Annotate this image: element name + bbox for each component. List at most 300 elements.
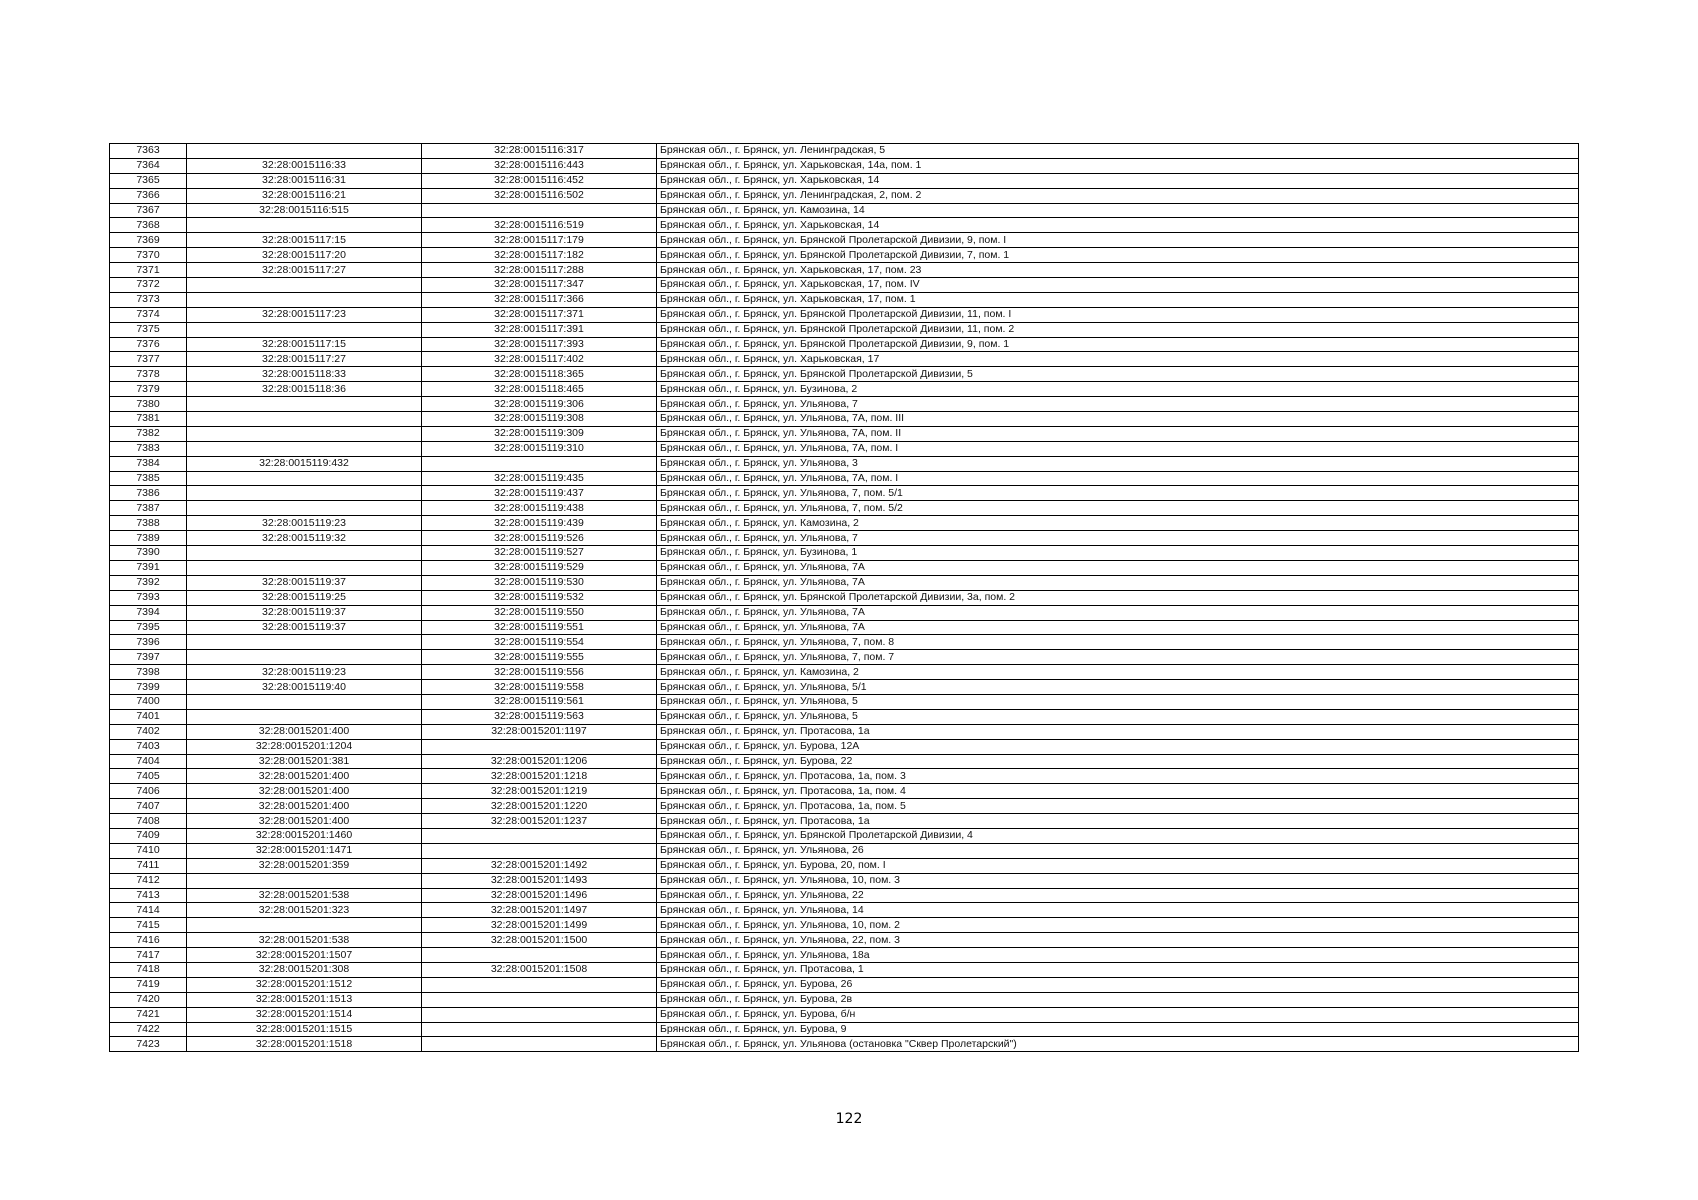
land-plot-cadastral-number-cell: 32:28:0015201:538 [187, 933, 422, 948]
row-number-cell: 7404 [110, 754, 187, 769]
address-cell: Брянская обл., г. Брянск, ул. Бурова, 20, пом. I [657, 858, 1579, 873]
row-number-cell: 7402 [110, 724, 187, 739]
land-plot-cadastral-number-cell: 32:28:0015201:1460 [187, 828, 422, 843]
address-cell: Брянская обл., г. Брянск, ул. Ульянова, 3 [657, 456, 1579, 471]
row-number-cell: 7364 [110, 158, 187, 173]
land-plot-cadastral-number-cell [187, 441, 422, 456]
address-cell: Брянская обл., г. Брянск, ул. Бурова, 26 [657, 977, 1579, 992]
object-cadastral-number-cell [422, 828, 657, 843]
object-cadastral-number-cell: 32:28:0015201:1206 [422, 754, 657, 769]
table-row [110, 918, 1579, 933]
table-body [110, 144, 1579, 1052]
land-plot-cadastral-number-cell: 32:28:0015116:515 [187, 203, 422, 218]
object-cadastral-number-cell: 32:28:0015117:179 [422, 233, 657, 248]
row-number-cell: 7411 [110, 858, 187, 873]
address-cell: Брянская обл., г. Брянск, ул. Ульянова, 7, пом. 7 [657, 650, 1579, 665]
land-plot-cadastral-number-cell [187, 501, 422, 516]
object-cadastral-number-cell: 32:28:0015117:371 [422, 307, 657, 322]
object-cadastral-number-cell: 32:28:0015117:393 [422, 337, 657, 352]
table-row [110, 858, 1579, 873]
table-row [110, 546, 1579, 561]
row-number-cell: 7369 [110, 233, 187, 248]
row-number-cell: 7391 [110, 560, 187, 575]
object-cadastral-number-cell: 32:28:0015119:437 [422, 486, 657, 501]
row-number-cell: 7372 [110, 278, 187, 293]
table-row [110, 412, 1579, 427]
land-plot-cadastral-number-cell [187, 709, 422, 724]
land-plot-cadastral-number-cell [187, 426, 422, 441]
land-plot-cadastral-number-cell [187, 918, 422, 933]
land-plot-cadastral-number-cell: 32:28:0015117:20 [187, 248, 422, 263]
table-row [110, 233, 1579, 248]
row-number-cell: 7379 [110, 382, 187, 397]
land-plot-cadastral-number-cell: 32:28:0015201:1507 [187, 948, 422, 963]
table-row [110, 769, 1579, 784]
object-cadastral-number-cell: 32:28:0015119:529 [422, 560, 657, 575]
land-plot-cadastral-number-cell: 32:28:0015201:1513 [187, 992, 422, 1007]
address-cell: Брянская обл., г. Брянск, ул. Бурова, 22 [657, 754, 1579, 769]
address-cell: Брянская обл., г. Брянск, ул. Бурова, б/н [657, 1007, 1579, 1022]
address-cell: Брянская обл., г. Брянск, ул. Брянской Пролетарской Дивизии, 3а, пом. 2 [657, 590, 1579, 605]
address-cell: Брянская обл., г. Брянск, ул. Ульянова, 22 [657, 888, 1579, 903]
land-plot-cadastral-number-cell [187, 471, 422, 486]
row-number-cell: 7380 [110, 397, 187, 412]
row-number-cell: 7398 [110, 665, 187, 680]
row-number-cell: 7373 [110, 292, 187, 307]
object-cadastral-number-cell: 32:28:0015116:452 [422, 173, 657, 188]
table-row [110, 1037, 1579, 1052]
object-cadastral-number-cell: 32:28:0015117:182 [422, 248, 657, 263]
land-plot-cadastral-number-cell: 32:28:0015119:23 [187, 516, 422, 531]
land-plot-cadastral-number-cell: 32:28:0015201:1471 [187, 843, 422, 858]
address-cell: Брянская обл., г. Брянск, ул. Ульянова, 7А, пом. III [657, 412, 1579, 427]
table-row [110, 456, 1579, 471]
land-plot-cadastral-number-cell: 32:28:0015201:400 [187, 784, 422, 799]
table-row [110, 367, 1579, 382]
table-row [110, 441, 1579, 456]
row-number-cell: 7378 [110, 367, 187, 382]
address-cell: Брянская обл., г. Брянск, ул. Ульянова, 14 [657, 903, 1579, 918]
row-number-cell: 7375 [110, 322, 187, 337]
object-cadastral-number-cell: 32:28:0015117:347 [422, 278, 657, 293]
table-row [110, 188, 1579, 203]
table-row [110, 337, 1579, 352]
object-cadastral-number-cell: 32:28:0015201:1500 [422, 933, 657, 948]
land-plot-cadastral-number-cell: 32:28:0015119:37 [187, 620, 422, 635]
table-row [110, 203, 1579, 218]
row-number-cell: 7400 [110, 694, 187, 709]
land-plot-cadastral-number-cell: 32:28:0015201:1518 [187, 1037, 422, 1052]
row-number-cell: 7376 [110, 337, 187, 352]
row-number-cell: 7414 [110, 903, 187, 918]
land-plot-cadastral-number-cell: 32:28:0015117:27 [187, 352, 422, 367]
address-cell: Брянская обл., г. Брянск, ул. Брянской Пролетарской Дивизии, 5 [657, 367, 1579, 382]
row-number-cell: 7403 [110, 739, 187, 754]
address-cell: Брянская обл., г. Брянск, ул. Брянской Пролетарской Дивизии, 4 [657, 828, 1579, 843]
address-cell: Брянская обл., г. Брянск, ул. Ленинградская, 2, пом. 2 [657, 188, 1579, 203]
object-cadastral-number-cell [422, 739, 657, 754]
land-plot-cadastral-number-cell [187, 412, 422, 427]
table-row [110, 903, 1579, 918]
object-cadastral-number-cell: 32:28:0015119:532 [422, 590, 657, 605]
row-number-cell: 7405 [110, 769, 187, 784]
object-cadastral-number-cell: 32:28:0015116:519 [422, 218, 657, 233]
object-cadastral-number-cell: 32:28:0015201:1197 [422, 724, 657, 739]
address-cell: Брянская обл., г. Брянск, ул. Ульянова (остановка "Сквер Пролетарский") [657, 1037, 1579, 1052]
address-cell: Брянская обл., г. Брянск, ул. Ульянова, 7, пом. 5/2 [657, 501, 1579, 516]
object-cadastral-number-cell: 32:28:0015201:1220 [422, 799, 657, 814]
object-cadastral-number-cell: 32:28:0015118:365 [422, 367, 657, 382]
object-cadastral-number-cell: 32:28:0015119:309 [422, 426, 657, 441]
land-plot-cadastral-number-cell: 32:28:0015119:23 [187, 665, 422, 680]
address-cell: Брянская обл., г. Брянск, ул. Бузинова, 1 [657, 546, 1579, 561]
address-cell: Брянская обл., г. Брянск, ул. Брянской Пролетарской Дивизии, 11, пом. 2 [657, 322, 1579, 337]
address-cell: Брянская обл., г. Брянск, ул. Харьковская, 17, пом. IV [657, 278, 1579, 293]
table-row [110, 724, 1579, 739]
address-cell: Брянская обл., г. Брянск, ул. Ульянова, 5/1 [657, 680, 1579, 695]
address-cell: Брянская обл., г. Брянск, ул. Харьковская, 14 [657, 218, 1579, 233]
object-cadastral-number-cell [422, 203, 657, 218]
object-cadastral-number-cell: 32:28:0015119:555 [422, 650, 657, 665]
address-cell: Брянская обл., г. Брянск, ул. Ульянова, 7А [657, 620, 1579, 635]
land-plot-cadastral-number-cell: 32:28:0015119:25 [187, 590, 422, 605]
object-cadastral-number-cell: 32:28:0015119:527 [422, 546, 657, 561]
address-cell: Брянская обл., г. Брянск, ул. Ульянова, 5 [657, 709, 1579, 724]
land-plot-cadastral-number-cell: 32:28:0015201:1515 [187, 1022, 422, 1037]
table-row [110, 144, 1579, 159]
land-plot-cadastral-number-cell: 32:28:0015118:33 [187, 367, 422, 382]
land-plot-cadastral-number-cell [187, 218, 422, 233]
address-cell: Брянская обл., г. Брянск, ул. Харьковская, 14а, пом. 1 [657, 158, 1579, 173]
table-row [110, 754, 1579, 769]
table-row [110, 471, 1579, 486]
table-row [110, 1022, 1579, 1037]
object-cadastral-number-cell: 32:28:0015119:550 [422, 605, 657, 620]
table-row [110, 248, 1579, 263]
table-row [110, 650, 1579, 665]
table-row [110, 888, 1579, 903]
object-cadastral-number-cell [422, 456, 657, 471]
address-cell: Брянская обл., г. Брянск, ул. Бурова, 12А [657, 739, 1579, 754]
land-plot-cadastral-number-cell [187, 322, 422, 337]
address-cell: Брянская обл., г. Брянск, ул. Ульянова, 7, пом. 5/1 [657, 486, 1579, 501]
land-plot-cadastral-number-cell: 32:28:0015201:359 [187, 858, 422, 873]
table-row [110, 531, 1579, 546]
row-number-cell: 7384 [110, 456, 187, 471]
table-row [110, 680, 1579, 695]
address-cell: Брянская обл., г. Брянск, ул. Ульянова, 7А, пом. II [657, 426, 1579, 441]
object-cadastral-number-cell: 32:28:0015117:391 [422, 322, 657, 337]
object-cadastral-number-cell: 32:28:0015119:306 [422, 397, 657, 412]
land-plot-cadastral-number-cell: 32:28:0015201:1514 [187, 1007, 422, 1022]
row-number-cell: 7420 [110, 992, 187, 1007]
row-number-cell: 7406 [110, 784, 187, 799]
row-number-cell: 7370 [110, 248, 187, 263]
land-plot-cadastral-number-cell: 32:28:0015201:1512 [187, 977, 422, 992]
row-number-cell: 7383 [110, 441, 187, 456]
table-row [110, 307, 1579, 322]
land-plot-cadastral-number-cell [187, 292, 422, 307]
table-row [110, 263, 1579, 278]
row-number-cell: 7409 [110, 828, 187, 843]
land-plot-cadastral-number-cell: 32:28:0015201:400 [187, 814, 422, 829]
object-cadastral-number-cell: 32:28:0015119:435 [422, 471, 657, 486]
object-cadastral-number-cell: 32:28:0015201:1218 [422, 769, 657, 784]
address-cell: Брянская обл., г. Брянск, ул. Ульянова, 22, пом. 3 [657, 933, 1579, 948]
land-plot-cadastral-number-cell: 32:28:0015116:33 [187, 158, 422, 173]
object-cadastral-number-cell: 32:28:0015119:554 [422, 635, 657, 650]
object-cadastral-number-cell: 32:28:0015201:1499 [422, 918, 657, 933]
table-row [110, 605, 1579, 620]
row-number-cell: 7401 [110, 709, 187, 724]
address-cell: Брянская обл., г. Брянск, ул. Харьковская, 14 [657, 173, 1579, 188]
row-number-cell: 7393 [110, 590, 187, 605]
land-plot-cadastral-number-cell: 32:28:0015119:32 [187, 531, 422, 546]
object-cadastral-number-cell: 32:28:0015119:439 [422, 516, 657, 531]
row-number-cell: 7382 [110, 426, 187, 441]
table-row [110, 486, 1579, 501]
table-row [110, 962, 1579, 977]
address-cell: Брянская обл., г. Брянск, ул. Ульянова, 7А, пом. I [657, 441, 1579, 456]
address-cell: Брянская обл., г. Брянск, ул. Протасова, 1а [657, 814, 1579, 829]
address-cell: Брянская обл., г. Брянск, ул. Ульянова, 7, пом. 8 [657, 635, 1579, 650]
address-cell: Брянская обл., г. Брянск, ул. Камозина, 2 [657, 665, 1579, 680]
row-number-cell: 7394 [110, 605, 187, 620]
table-row [110, 828, 1579, 843]
address-cell: Брянская обл., г. Брянск, ул. Протасова, 1а, пом. 5 [657, 799, 1579, 814]
row-number-cell: 7392 [110, 575, 187, 590]
address-cell: Брянская обл., г. Брянск, ул. Ульянова, 7А [657, 605, 1579, 620]
object-cadastral-number-cell [422, 1037, 657, 1052]
row-number-cell: 7387 [110, 501, 187, 516]
land-plot-cadastral-number-cell [187, 486, 422, 501]
table-row [110, 620, 1579, 635]
land-plot-cadastral-number-cell: 32:28:0015119:40 [187, 680, 422, 695]
row-number-cell: 7423 [110, 1037, 187, 1052]
address-cell: Брянская обл., г. Брянск, ул. Ульянова, 18а [657, 948, 1579, 963]
address-cell: Брянская обл., г. Брянск, ул. Брянской Пролетарской Дивизии, 7, пом. 1 [657, 248, 1579, 263]
object-cadastral-number-cell [422, 1007, 657, 1022]
table-row [110, 784, 1579, 799]
address-cell: Брянская обл., г. Брянск, ул. Протасова, 1 [657, 962, 1579, 977]
row-number-cell: 7399 [110, 680, 187, 695]
object-cadastral-number-cell: 32:28:0015117:288 [422, 263, 657, 278]
address-cell: Брянская обл., г. Брянск, ул. Бурова, 2в [657, 992, 1579, 1007]
table-row [110, 739, 1579, 754]
table-row [110, 694, 1579, 709]
object-cadastral-number-cell [422, 977, 657, 992]
address-cell: Брянская обл., г. Брянск, ул. Протасова, 1а, пом. 3 [657, 769, 1579, 784]
table-row [110, 575, 1579, 590]
object-cadastral-number-cell: 32:28:0015201:1496 [422, 888, 657, 903]
cadastral-table [109, 143, 1579, 1052]
row-number-cell: 7377 [110, 352, 187, 367]
object-cadastral-number-cell: 32:28:0015119:561 [422, 694, 657, 709]
address-cell: Брянская обл., г. Брянск, ул. Протасова, 1а, пом. 4 [657, 784, 1579, 799]
address-cell: Брянская обл., г. Брянск, ул. Ульянова, 26 [657, 843, 1579, 858]
object-cadastral-number-cell: 32:28:0015201:1492 [422, 858, 657, 873]
address-cell: Брянская обл., г. Брянск, ул. Ульянова, 7А [657, 560, 1579, 575]
land-plot-cadastral-number-cell [187, 873, 422, 888]
land-plot-cadastral-number-cell: 32:28:0015201:538 [187, 888, 422, 903]
address-cell: Брянская обл., г. Брянск, ул. Ульянова, 7 [657, 531, 1579, 546]
row-number-cell: 7415 [110, 918, 187, 933]
row-number-cell: 7367 [110, 203, 187, 218]
table-row [110, 173, 1579, 188]
table-row [110, 218, 1579, 233]
object-cadastral-number-cell: 32:28:0015201:1219 [422, 784, 657, 799]
row-number-cell: 7408 [110, 814, 187, 829]
row-number-cell: 7396 [110, 635, 187, 650]
object-cadastral-number-cell: 32:28:0015119:438 [422, 501, 657, 516]
land-plot-cadastral-number-cell: 32:28:0015117:27 [187, 263, 422, 278]
row-number-cell: 7381 [110, 412, 187, 427]
row-number-cell: 7418 [110, 962, 187, 977]
address-cell: Брянская обл., г. Брянск, ул. Протасова, 1а [657, 724, 1579, 739]
object-cadastral-number-cell [422, 843, 657, 858]
address-cell: Брянская обл., г. Брянск, ул. Харьковская, 17, пом. 23 [657, 263, 1579, 278]
row-number-cell: 7366 [110, 188, 187, 203]
address-cell: Брянская обл., г. Брянск, ул. Харьковская, 17 [657, 352, 1579, 367]
object-cadastral-number-cell: 32:28:0015201:1493 [422, 873, 657, 888]
land-plot-cadastral-number-cell: 32:28:0015118:36 [187, 382, 422, 397]
land-plot-cadastral-number-cell: 32:28:0015117:23 [187, 307, 422, 322]
table-row [110, 843, 1579, 858]
address-cell: Брянская обл., г. Брянск, ул. Ульянова, 7А [657, 575, 1579, 590]
row-number-cell: 7363 [110, 144, 187, 159]
address-cell: Брянская обл., г. Брянск, ул. Ульянова, 5 [657, 694, 1579, 709]
address-cell: Брянская обл., г. Брянск, ул. Брянской Пролетарской Дивизии, 9, пом. I [657, 233, 1579, 248]
row-number-cell: 7410 [110, 843, 187, 858]
land-plot-cadastral-number-cell [187, 650, 422, 665]
land-plot-cadastral-number-cell [187, 694, 422, 709]
row-number-cell: 7397 [110, 650, 187, 665]
object-cadastral-number-cell: 32:28:0015118:465 [422, 382, 657, 397]
table-row [110, 501, 1579, 516]
table-row [110, 799, 1579, 814]
land-plot-cadastral-number-cell: 32:28:0015201:323 [187, 903, 422, 918]
row-number-cell: 7419 [110, 977, 187, 992]
table-row [110, 397, 1579, 412]
page-number: 122 [835, 1111, 863, 1127]
land-plot-cadastral-number-cell: 32:28:0015201:308 [187, 962, 422, 977]
table-row [110, 560, 1579, 575]
address-cell: Брянская обл., г. Брянск, ул. Ульянова, 10, пом. 3 [657, 873, 1579, 888]
land-plot-cadastral-number-cell: 32:28:0015201:400 [187, 769, 422, 784]
object-cadastral-number-cell: 32:28:0015201:1237 [422, 814, 657, 829]
land-plot-cadastral-number-cell: 32:28:0015119:432 [187, 456, 422, 471]
table-row [110, 814, 1579, 829]
address-cell: Брянская обл., г. Брянск, ул. Ульянова, 7 [657, 397, 1579, 412]
address-cell: Брянская обл., г. Брянск, ул. Ульянова, 10, пом. 2 [657, 918, 1579, 933]
address-cell: Брянская обл., г. Брянск, ул. Камозина, 14 [657, 203, 1579, 218]
table-row [110, 516, 1579, 531]
row-number-cell: 7386 [110, 486, 187, 501]
land-plot-cadastral-number-cell: 32:28:0015201:1204 [187, 739, 422, 754]
land-plot-cadastral-number-cell [187, 278, 422, 293]
address-cell: Брянская обл., г. Брянск, ул. Камозина, 2 [657, 516, 1579, 531]
row-number-cell: 7417 [110, 948, 187, 963]
table-row [110, 1007, 1579, 1022]
row-number-cell: 7412 [110, 873, 187, 888]
land-plot-cadastral-number-cell [187, 560, 422, 575]
object-cadastral-number-cell [422, 992, 657, 1007]
table-row [110, 382, 1579, 397]
table-row [110, 709, 1579, 724]
object-cadastral-number-cell: 32:28:0015117:402 [422, 352, 657, 367]
table-row [110, 352, 1579, 367]
object-cadastral-number-cell: 32:28:0015201:1508 [422, 962, 657, 977]
land-plot-cadastral-number-cell: 32:28:0015201:381 [187, 754, 422, 769]
object-cadastral-number-cell: 32:28:0015119:563 [422, 709, 657, 724]
object-cadastral-number-cell: 32:28:0015119:310 [422, 441, 657, 456]
table-row [110, 873, 1579, 888]
table-row [110, 992, 1579, 1007]
row-number-cell: 7385 [110, 471, 187, 486]
row-number-cell: 7389 [110, 531, 187, 546]
row-number-cell: 7416 [110, 933, 187, 948]
land-plot-cadastral-number-cell [187, 546, 422, 561]
object-cadastral-number-cell: 32:28:0015119:558 [422, 680, 657, 695]
table-row [110, 426, 1579, 441]
object-cadastral-number-cell: 32:28:0015119:551 [422, 620, 657, 635]
table-row [110, 292, 1579, 307]
row-number-cell: 7422 [110, 1022, 187, 1037]
row-number-cell: 7390 [110, 546, 187, 561]
land-plot-cadastral-number-cell: 32:28:0015119:37 [187, 605, 422, 620]
address-cell: Брянская обл., г. Брянск, ул. Бузинова, 2 [657, 382, 1579, 397]
row-number-cell: 7374 [110, 307, 187, 322]
table-row [110, 665, 1579, 680]
object-cadastral-number-cell: 32:28:0015117:366 [422, 292, 657, 307]
address-cell: Брянская обл., г. Брянск, ул. Харьковская, 17, пом. 1 [657, 292, 1579, 307]
table-row [110, 977, 1579, 992]
row-number-cell: 7368 [110, 218, 187, 233]
address-cell: Брянская обл., г. Брянск, ул. Брянской Пролетарской Дивизии, 11, пом. I [657, 307, 1579, 322]
address-cell: Брянская обл., г. Брянск, ул. Ленинградская, 5 [657, 144, 1579, 159]
land-plot-cadastral-number-cell [187, 397, 422, 412]
table-row [110, 278, 1579, 293]
row-number-cell: 7413 [110, 888, 187, 903]
table-row [110, 948, 1579, 963]
row-number-cell: 7365 [110, 173, 187, 188]
row-number-cell: 7371 [110, 263, 187, 278]
land-plot-cadastral-number-cell: 32:28:0015116:21 [187, 188, 422, 203]
object-cadastral-number-cell [422, 1022, 657, 1037]
object-cadastral-number-cell: 32:28:0015119:556 [422, 665, 657, 680]
land-plot-cadastral-number-cell: 32:28:0015117:15 [187, 337, 422, 352]
table-row [110, 322, 1579, 337]
address-cell: Брянская обл., г. Брянск, ул. Брянской Пролетарской Дивизии, 9, пом. 1 [657, 337, 1579, 352]
land-plot-cadastral-number-cell: 32:28:0015119:37 [187, 575, 422, 590]
table-row [110, 635, 1579, 650]
address-cell: Брянская обл., г. Брянск, ул. Ульянова, 7А, пом. I [657, 471, 1579, 486]
address-cell: Брянская обл., г. Брянск, ул. Бурова, 9 [657, 1022, 1579, 1037]
object-cadastral-number-cell: 32:28:0015119:530 [422, 575, 657, 590]
land-plot-cadastral-number-cell: 32:28:0015116:31 [187, 173, 422, 188]
row-number-cell: 7388 [110, 516, 187, 531]
object-cadastral-number-cell: 32:28:0015201:1497 [422, 903, 657, 918]
table-row [110, 590, 1579, 605]
object-cadastral-number-cell [422, 948, 657, 963]
object-cadastral-number-cell: 32:28:0015116:317 [422, 144, 657, 159]
land-plot-cadastral-number-cell [187, 144, 422, 159]
object-cadastral-number-cell: 32:28:0015116:502 [422, 188, 657, 203]
table-row [110, 933, 1579, 948]
object-cadastral-number-cell: 32:28:0015116:443 [422, 158, 657, 173]
object-cadastral-number-cell: 32:28:0015119:526 [422, 531, 657, 546]
land-plot-cadastral-number-cell: 32:28:0015201:400 [187, 799, 422, 814]
